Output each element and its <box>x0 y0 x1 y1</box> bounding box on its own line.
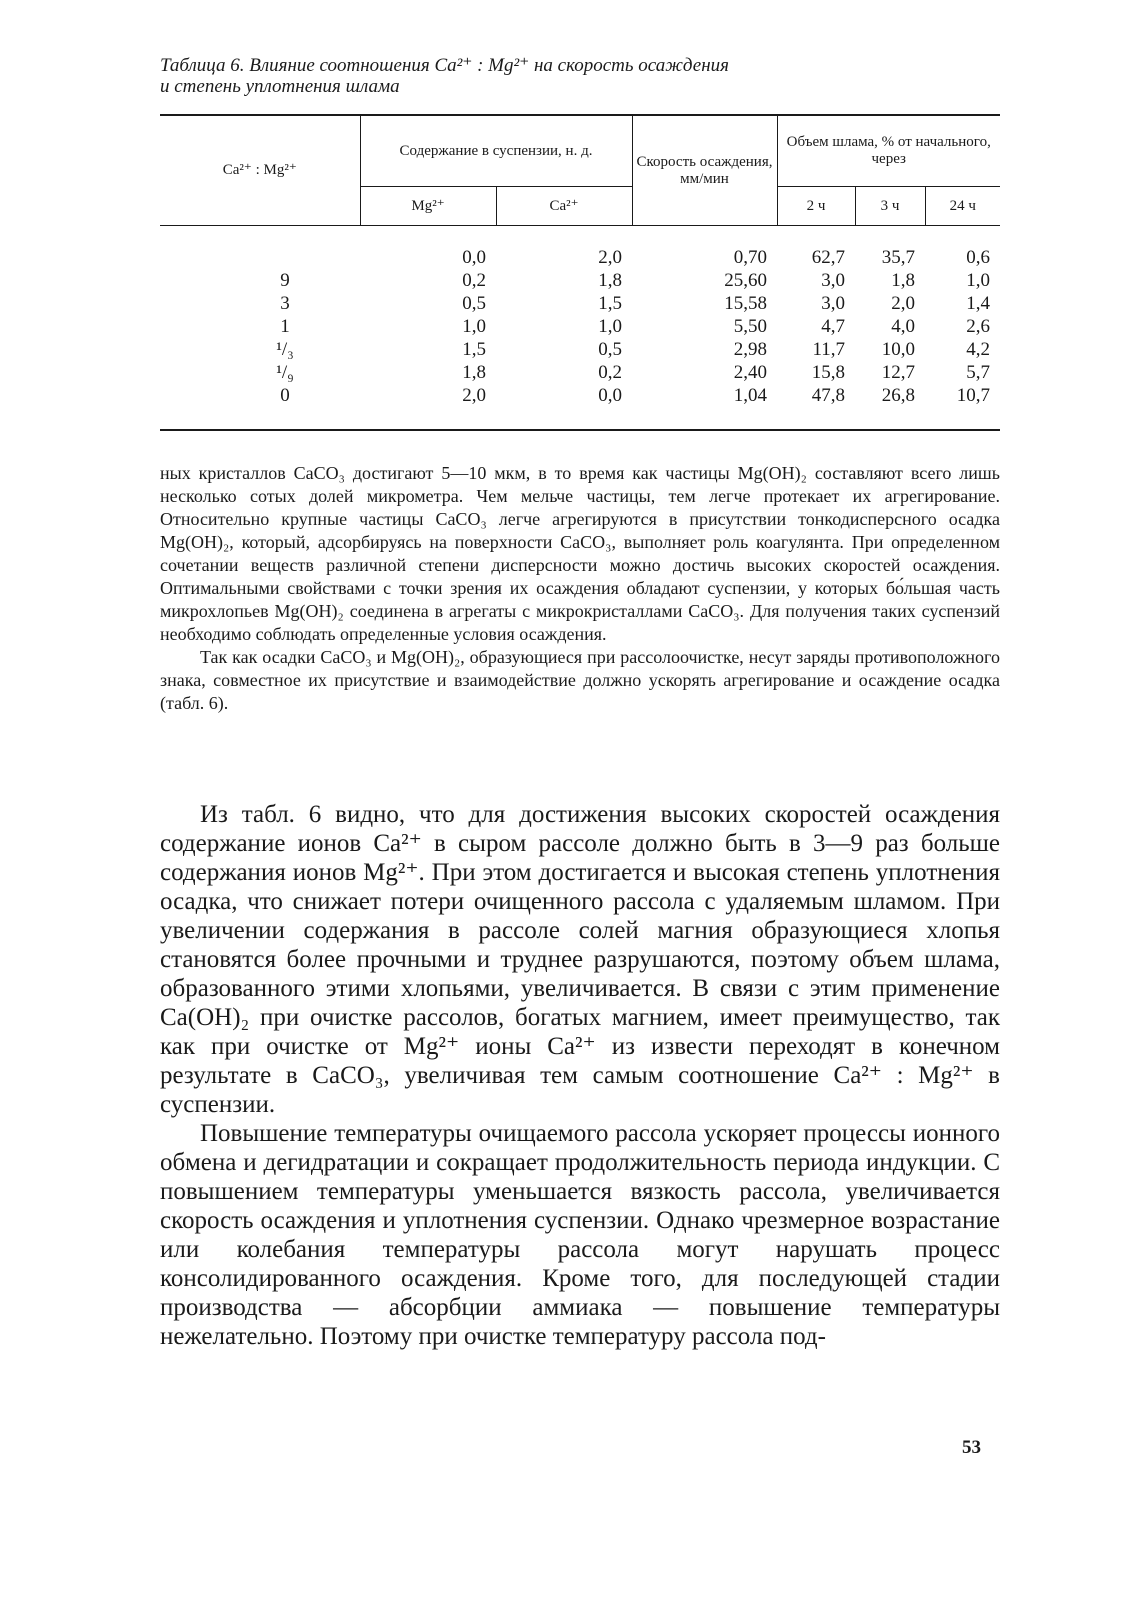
page-number: 53 <box>962 1437 981 1458</box>
cell-ratio: ¹/₃ <box>276 339 294 360</box>
cell-speed: 25,60 <box>724 270 767 291</box>
cell-v2: 3,0 <box>821 293 845 314</box>
table-row <box>160 292 1000 315</box>
cell-ca: 0,0 <box>496 384 632 430</box>
cell-v3: 4,0 <box>891 316 915 337</box>
caption-line-2: и степень уплотнения шлама <box>160 76 400 97</box>
cell-v24: 5,7 <box>966 362 990 383</box>
header-speed: Скорость осаждения, мм/мин <box>632 115 777 226</box>
cell-v3: 35,7 <box>881 247 915 268</box>
cell-speed: 0,70 <box>733 247 767 268</box>
data-table <box>160 114 1000 431</box>
header-2h: 2 ч <box>777 187 855 226</box>
cell-v24: 4,2 <box>966 339 990 360</box>
header-ratio: Ca²⁺ : Mg²⁺ <box>160 115 360 226</box>
cell-mg: 0,0 <box>462 247 486 268</box>
cell-speed: 15,58 <box>724 293 767 314</box>
small-paragraph-2: Так как осадки CaCO₃ и Mg(OH)₂, образующиеся при рассолоочистке, несут заряды противоположного знака, совместное их присутствие и взаимодействие должно ускорять агрегирование и осаждение осадка (табл. 6). <box>160 647 1000 713</box>
cell-v2: 3,0 <box>821 270 845 291</box>
body-paragraph-2: Повышение температуры очищаемого рассола ускоряет процессы ионного обмена и дегидратации и сокращает продолжительность периода индукции. С повышением температуры уменьшается вязкость рассола, увеличивается скорость осаждения и уплотнения суспензии. Однако чрезмерное возрастание или колебания температуры рассола могут нарушать процесс консолидированного осаждения. Кроме того, для последующей стадии производства — абсорбции аммиака — повышение температуры нежелательно. Поэтому при очистке температуру рассола под- <box>160 1120 1000 1350</box>
cell-ratio: 0 <box>160 384 360 430</box>
table-row <box>160 361 1000 384</box>
cell-ca: 1,5 <box>598 293 622 314</box>
caption-line-1: Таблица 6. Влияние соотношения Ca²⁺ : Mg²⁺ на скорость осаждения <box>160 55 729 76</box>
cell-ca: 2,0 <box>598 247 622 268</box>
header-mg: Mg²⁺ <box>360 187 496 226</box>
cell-v24: 1,4 <box>966 293 990 314</box>
table-row <box>160 384 1000 430</box>
cell-ratio: 3 <box>280 293 290 314</box>
header-ca: Ca²⁺ <box>496 187 632 226</box>
cell-v3: 2,0 <box>891 293 915 314</box>
header-volume: Объем шлама, % от начального, через <box>777 115 1000 187</box>
cell-ratio <box>160 226 360 270</box>
small-print-section <box>160 462 1000 715</box>
cell-ratio: ¹/₉ <box>276 362 294 383</box>
cell-v2: 11,7 <box>812 339 845 360</box>
cell-mg: 2,0 <box>360 384 496 430</box>
header-content: Содержание в суспензии, н. д. <box>360 115 632 187</box>
cell-v24: 2,6 <box>966 316 990 337</box>
cell-ratio: 9 <box>280 270 290 291</box>
cell-v3: 1,8 <box>891 270 915 291</box>
body-paragraph-1: Из табл. 6 видно, что для достижения высоких скоростей осаждения содержание ионов Ca²⁺ в сыром рассоле должно быть в 3—9 раз больше содержания ионов Mg²⁺. При этом достигается и высокая степень уплотнения осадка, что снижает потери очищенного рассола с удаляемым шламом. При увеличении содержания в рассоле солей магния образующиеся хлопья становятся более прочными и труднее разрушаются, поэтому объем шлама, образованного этими хлопьями, увеличивается. В связи с этим применение Ca(OH)₂ при очистке рассолов, богатых магнием, имеет преимущество, так как при очистке от Mg²⁺ ионы Ca²⁺ из извести переходят в конечном результате в CaCO₃, увеличивая тем самым соотношение Ca²⁺ : Mg²⁺ в суспензии. <box>160 801 1000 1118</box>
header-3h: 3 ч <box>855 187 925 226</box>
table-row <box>160 315 1000 338</box>
table-row <box>160 338 1000 361</box>
table-row <box>160 269 1000 292</box>
cell-mg: 1,0 <box>462 316 486 337</box>
cell-v2: 62,7 <box>811 247 845 268</box>
cell-ca: 0,2 <box>598 362 622 383</box>
cell-speed: 1,04 <box>632 384 777 430</box>
cell-speed: 2,98 <box>733 339 767 360</box>
cell-ca: 1,0 <box>598 316 622 337</box>
cell-v24: 1,0 <box>966 270 990 291</box>
cell-mg: 0,5 <box>462 293 486 314</box>
cell-v3: 12,7 <box>881 362 915 383</box>
cell-v3: 10,0 <box>881 339 915 360</box>
small-paragraph-1: ных кристаллов CaCO₃ достигают 5—10 мкм, в то время как частицы Mg(OH)₂ составляют всего лишь несколько сотых долей микрометра. Чем мельче частицы, тем легче протекает их агрегирование. Относительно крупные частицы CaCO₃ легче агрегируются в присутствии тонкодисперсного осадка Mg(OH)₂, который, адсорбируясь на поверхности CaCO₃, выполняет роль коагулянта. При определенном сочетании веществ различной степени дисперсности можно достичь высоких скоростей осаждения. Оптимальными свойствами с точки зрения их осаждения обладают суспензии, у которых бо́льшая часть микрохлопьев Mg(OH)₂ соединена в агрегаты с микрокристаллами CaCO₃. Для получения таких суспензий необходимо соблюдать определенные условия осаждения. <box>160 463 1000 644</box>
header-24h: 24 ч <box>925 187 1000 226</box>
cell-mg: 0,2 <box>462 270 486 291</box>
cell-ca: 0,5 <box>598 339 622 360</box>
table-row <box>160 226 1000 270</box>
body-text-section <box>160 800 1000 1351</box>
cell-v24: 10,7 <box>925 384 1000 430</box>
cell-v2: 15,8 <box>811 362 845 383</box>
cell-ratio: 1 <box>280 316 290 337</box>
cell-speed: 2,40 <box>733 362 767 383</box>
cell-speed: 5,50 <box>733 316 767 337</box>
cell-ca: 1,8 <box>598 270 622 291</box>
cell-v2: 47,8 <box>777 384 855 430</box>
cell-mg: 1,8 <box>462 362 486 383</box>
cell-v24: 0,6 <box>966 247 990 268</box>
table-caption <box>160 55 960 97</box>
cell-v3: 26,8 <box>855 384 925 430</box>
cell-mg: 1,5 <box>462 339 486 360</box>
cell-v2: 4,7 <box>821 316 845 337</box>
